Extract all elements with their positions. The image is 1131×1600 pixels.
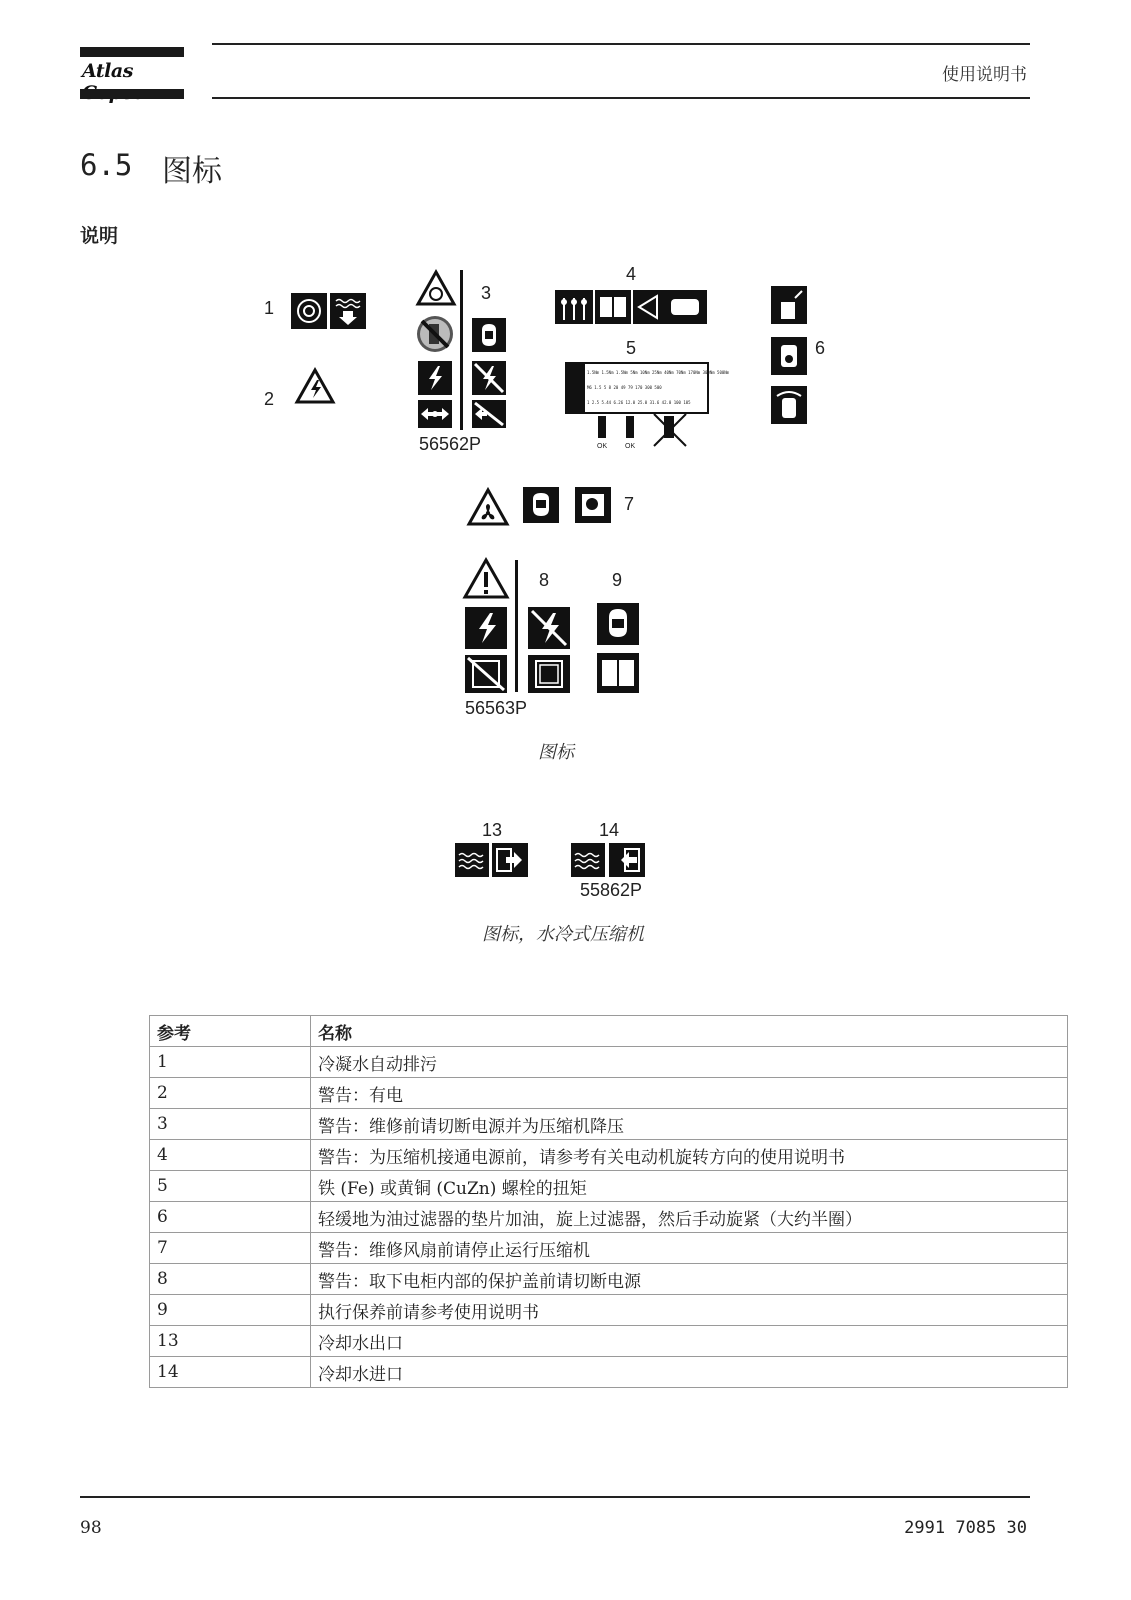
table-row	[150, 1233, 1068, 1264]
callout-5: 5	[626, 338, 637, 358]
table-row	[150, 1295, 1068, 1326]
callout-2: 2	[264, 389, 275, 409]
figure-caption-1: 图标	[538, 742, 574, 763]
figure-code-2: 56563P	[465, 698, 528, 718]
table-header-row	[150, 1016, 1068, 1047]
brand-logo-text: Atlas	[82, 60, 133, 82]
filter-tighten-icon	[771, 386, 807, 424]
cell-ref: 4	[150, 1140, 311, 1171]
ok-mark-1: OK	[597, 443, 608, 450]
section-title: 图标	[162, 154, 222, 189]
callout-1: 1	[264, 298, 275, 318]
cover-removed-icon	[465, 655, 507, 693]
cell-name: 警告：有电	[311, 1078, 1068, 1109]
water-icon-13	[455, 843, 489, 877]
reference-table	[149, 1015, 1068, 1388]
ok-mark-2: OK	[625, 443, 636, 450]
cell-name: 冷却水进口	[311, 1357, 1068, 1388]
callout-4: 4	[626, 264, 637, 284]
figure-code-3: 55862P	[580, 880, 643, 900]
maintenance-icon-9	[597, 603, 639, 645]
section-number: 6.5	[80, 148, 133, 182]
callout-13: 13	[482, 820, 503, 840]
document-title: 使用说明书	[942, 65, 1027, 85]
cell-ref: 1	[150, 1047, 311, 1078]
page-number: 98	[80, 1518, 102, 1538]
cell-ref: 7	[150, 1233, 311, 1264]
header-rule-bottom	[212, 97, 1030, 99]
cell-ref: 9	[150, 1295, 311, 1326]
electrical-isolation-icon	[418, 361, 452, 395]
cell-ref: 13	[150, 1326, 311, 1357]
callout-7: 7	[624, 494, 635, 514]
table-row	[150, 1140, 1068, 1171]
isolation-icon-8	[465, 607, 507, 649]
cover-fitted-icon	[528, 655, 570, 693]
cell-name: 警告：取下电柜内部的保护盖前请切断电源	[311, 1264, 1068, 1295]
filter-hand-icon	[771, 337, 807, 375]
brand-logo	[80, 47, 184, 99]
table-row	[150, 1264, 1068, 1295]
callout-8: 8	[539, 570, 550, 590]
header-reference: 参考	[150, 1016, 311, 1047]
figure-caption-2: 图标，水冷式压缩机	[482, 924, 644, 945]
subheading: 说明	[80, 225, 119, 247]
table-row	[150, 1047, 1068, 1078]
table-row	[150, 1109, 1068, 1140]
table-row	[150, 1326, 1068, 1357]
header-rule-top	[212, 43, 1030, 45]
oil-can-icon	[771, 286, 807, 324]
water-inlet-icon	[609, 843, 645, 877]
condensate-drain-icon	[330, 293, 366, 329]
no-electrical-isolation-icon	[472, 361, 506, 395]
callout-6: 6	[815, 338, 826, 358]
table-row	[150, 1202, 1068, 1233]
cell-ref: 8	[150, 1264, 311, 1295]
cell-ref: 14	[150, 1357, 311, 1388]
pressure-release-icon	[418, 400, 452, 428]
divider-3	[460, 270, 463, 430]
torque-row-3: 1 2.5 5.44 6.26 12.0 25.0 31.6 42.0 100 105	[587, 400, 691, 405]
cell-name: 冷却水出口	[311, 1326, 1068, 1357]
cell-name: 冷凝水自动排污	[311, 1047, 1068, 1078]
divider-8	[515, 560, 518, 692]
table-row	[150, 1078, 1068, 1109]
manual-book-icon	[595, 290, 631, 324]
no-hand-icon	[415, 314, 455, 354]
callout-9: 9	[612, 570, 623, 590]
cell-ref: 5	[150, 1171, 311, 1202]
cell-ref: 3	[150, 1109, 311, 1140]
maintenance-hand-icon	[472, 318, 506, 352]
cell-name: 警告：维修前请切断电源并为压缩机降压	[311, 1109, 1068, 1140]
general-warning-icon	[462, 557, 510, 601]
header-name: 名称	[311, 1016, 1068, 1047]
water-icon-14	[571, 843, 605, 877]
electrical-warning-icon	[294, 367, 336, 405]
torque-row-2: M6 1.5 5 8 20 49 79 170 300 500	[587, 385, 662, 390]
torque-label	[565, 362, 730, 414]
torque-row-1: 1.5Nm 1.5Nm 1.5Nm 5Nm 10Nm 25Nm 40Nm 70Nm 170Nm 300Nm 500Nm	[587, 370, 730, 375]
service-hand-icon	[523, 487, 559, 523]
document-number: 2991 7085 30	[904, 1518, 1027, 1538]
phase-rotation-icon	[555, 290, 593, 324]
fan-warning-icon	[466, 487, 510, 527]
motor-direction-icon	[633, 290, 707, 324]
callout-14: 14	[599, 820, 620, 840]
no-pressure-release-icon	[472, 400, 506, 428]
cell-name: 执行保养前请参考使用说明书	[311, 1295, 1068, 1326]
cell-name: 轻缓地为油过滤器的垫片加油，旋上过滤器，然后手动旋紧（大约半圈）	[311, 1202, 1068, 1233]
table-row	[150, 1357, 1068, 1388]
cell-name: 铁 (Fe) 或黄铜 (CuZn) 螺栓的扭矩	[311, 1171, 1068, 1202]
cell-name: 警告：维修风扇前请停止运行压缩机	[311, 1233, 1068, 1264]
stop-button-icon	[575, 487, 611, 523]
callout-3: 3	[481, 283, 492, 303]
footer-rule	[80, 1496, 1030, 1498]
drain-rotate-icon	[291, 293, 327, 329]
water-outlet-icon	[492, 843, 528, 877]
cell-name: 警告：为压缩机接通电源前，请参考有关电动机旋转方向的使用说明书	[311, 1140, 1068, 1171]
cell-ref: 6	[150, 1202, 311, 1233]
manual-icon-9	[597, 653, 639, 693]
figure-code-1: 56562P	[419, 434, 482, 454]
cell-ref: 2	[150, 1078, 311, 1109]
rotation-warning-icon	[416, 270, 456, 306]
table-row	[150, 1171, 1068, 1202]
no-isolation-icon-8	[528, 607, 570, 649]
